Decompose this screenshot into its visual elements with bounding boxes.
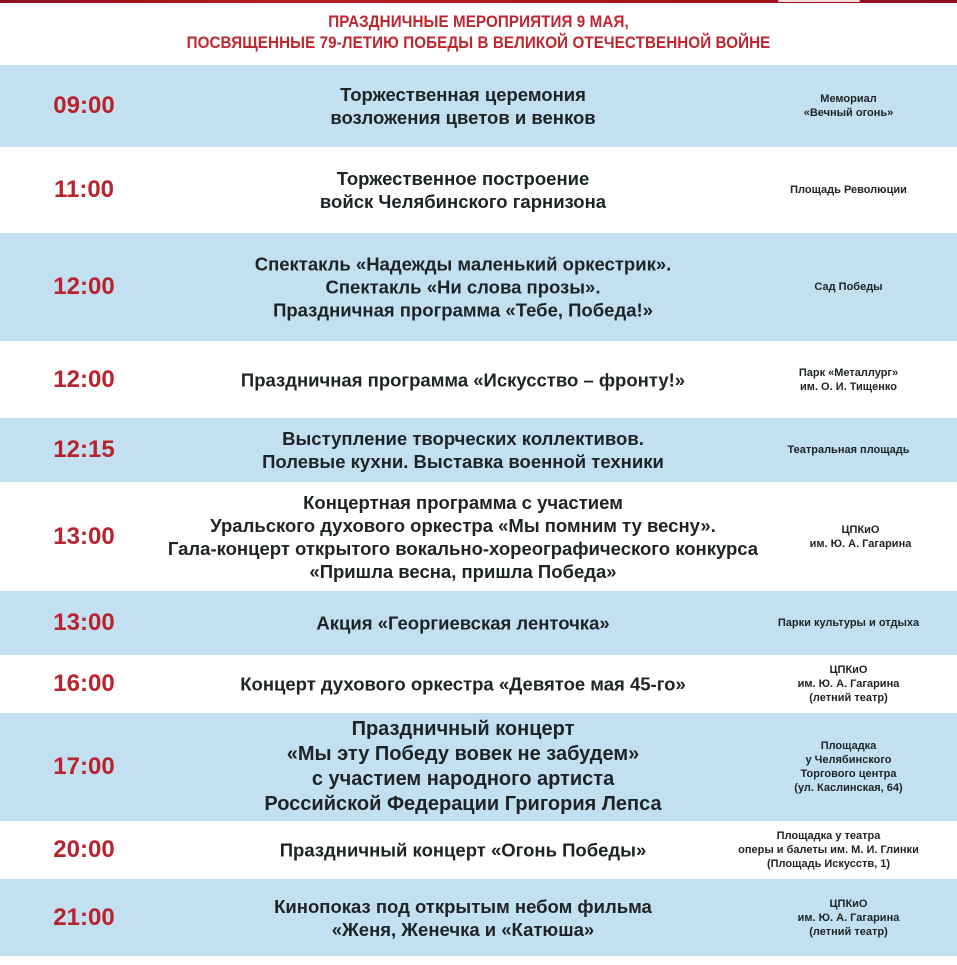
table-row	[0, 591, 957, 655]
event-line: Торжественное построение	[336, 168, 590, 189]
event-line: Спектакль «Надежды маленький оркестрик».	[254, 253, 672, 275]
event-line: возложения цветов и венков	[330, 107, 596, 128]
table-row	[0, 341, 957, 418]
table-row	[0, 879, 957, 956]
event-title	[168, 167, 758, 213]
event-time: 13:00	[53, 609, 115, 636]
table-row	[0, 418, 957, 482]
table-row	[0, 482, 957, 591]
place-line: Театральная площадь	[787, 444, 910, 456]
event-line: «Пришла весна, пришла Победа»	[309, 560, 617, 582]
table-row	[0, 655, 957, 713]
event-time: 20:00	[53, 836, 115, 863]
place-line: им. Ю. А. Гагарина	[797, 678, 900, 690]
event-title	[168, 427, 758, 473]
place-line: (летний театр)	[809, 692, 888, 704]
place-line: им. О. И. Тищенко	[800, 380, 897, 393]
place-line: у Челябинского	[805, 754, 892, 766]
top-decorative-band	[0, 0, 957, 3]
event-line: «Мы эту Победу вовек не забудем»	[286, 743, 640, 765]
event-time: 13:00	[53, 522, 115, 550]
place-line: Парк «Металлург»	[798, 366, 899, 379]
event-title	[168, 368, 758, 391]
event-line: Торжественная церемония	[340, 84, 586, 105]
event-line: Кинопоказ под открытым небом фильма	[274, 895, 652, 917]
event-place	[700, 829, 957, 871]
table-row	[0, 821, 957, 879]
event-time: 09:00	[53, 92, 115, 119]
place-line: «Вечный огонь»	[803, 107, 894, 119]
title-line-1: ПРАЗДНИЧНЫЕ МЕРОПРИЯТИЯ 9 МАЯ,	[328, 13, 629, 31]
table-row	[0, 233, 957, 341]
event-place	[740, 183, 957, 197]
event-line: войск Челябинского гарнизона	[319, 191, 607, 212]
place-line: ЦПКиО	[829, 897, 868, 910]
event-line: «Женя, Женечка и «Катюша»	[331, 918, 595, 940]
place-line: им. Ю. А. Гагарина	[797, 911, 900, 924]
place-line: Торгового центра	[800, 768, 897, 780]
event-title	[140, 491, 786, 583]
place-line: Мемориал	[820, 93, 877, 105]
event-line: Праздничный концерт	[351, 718, 575, 740]
event-line: Уральского духового оркестра «Мы помним ту весну».	[210, 514, 716, 536]
event-place	[740, 739, 957, 795]
event-line: Гала-концерт открытого вокально-хореографического конкурса	[167, 537, 759, 559]
event-title	[168, 253, 758, 322]
place-line: оперы и балеты им. М. И. Глинки	[738, 844, 919, 856]
event-title	[168, 83, 758, 129]
event-time: 12:00	[53, 365, 115, 393]
event-time: 12:00	[53, 273, 115, 300]
event-line: Праздничный концерт «Огонь Победы»	[279, 839, 647, 861]
event-line: Праздничная программа «Искусство – фронту!»	[240, 369, 686, 390]
place-line: Площадка	[820, 740, 877, 752]
event-time: 21:00	[53, 903, 115, 931]
place-line: ЦПКиО	[841, 523, 880, 536]
event-line: Выступление творческих коллективов.	[282, 428, 644, 449]
event-line: Российской Федерации Григория Лепса	[264, 793, 662, 815]
event-time: 16:00	[53, 670, 115, 697]
event-place	[740, 616, 957, 630]
event-time: 11:00	[53, 176, 115, 203]
event-time: 12:15	[53, 436, 115, 463]
event-line: Акция «Георгиевская ленточка»	[316, 612, 610, 634]
event-place	[740, 366, 957, 394]
event-title	[168, 839, 758, 862]
event-title	[168, 673, 758, 696]
place-line: Парки культуры и отдыха	[777, 617, 920, 629]
event-place	[740, 443, 957, 457]
place-line: (ул. Каслинская, 64)	[794, 782, 903, 794]
title-line-2: ПОСВЯЩЕННЫЕ 79-ЛЕТИЮ ПОБЕДЫ В ВЕЛИКОЙ ОТЕЧЕСТВЕННОЙ ВОЙНЕ	[186, 34, 771, 52]
event-line: Концерт духового оркестра «Девятое мая 45-го»	[240, 673, 686, 695]
event-title	[168, 717, 758, 817]
event-place	[740, 897, 957, 939]
event-line: Праздничная программа «Тебе, Победа!»	[273, 299, 653, 321]
page-title	[38, 12, 918, 54]
event-title	[168, 612, 758, 635]
event-line: Концертная программа с участием	[303, 491, 623, 513]
event-line: Спектакль «Ни слова прозы».	[325, 276, 601, 298]
place-line: Сад Победы	[814, 281, 883, 293]
event-title	[168, 895, 758, 941]
event-place	[740, 280, 957, 294]
place-line: им. Ю. А. Гагарина	[809, 537, 912, 550]
place-line: (Площадь Искусств, 1)	[766, 858, 891, 870]
event-place	[764, 523, 957, 551]
top-band-tab	[778, 0, 860, 2]
place-line: (летний театр)	[809, 925, 888, 938]
event-line: с участием народного артиста	[311, 768, 615, 790]
event-place	[740, 92, 957, 120]
table-row	[0, 147, 957, 233]
place-line: ЦПКиО	[829, 664, 868, 676]
table-row	[0, 713, 957, 821]
place-line: Площадь Революции	[790, 184, 907, 196]
event-time: 17:00	[53, 753, 115, 780]
event-line: Полевые кухни. Выставка военной техники	[262, 451, 664, 472]
event-place	[740, 663, 957, 705]
place-line: Площадка у театра	[776, 830, 881, 842]
table-row	[0, 65, 957, 147]
